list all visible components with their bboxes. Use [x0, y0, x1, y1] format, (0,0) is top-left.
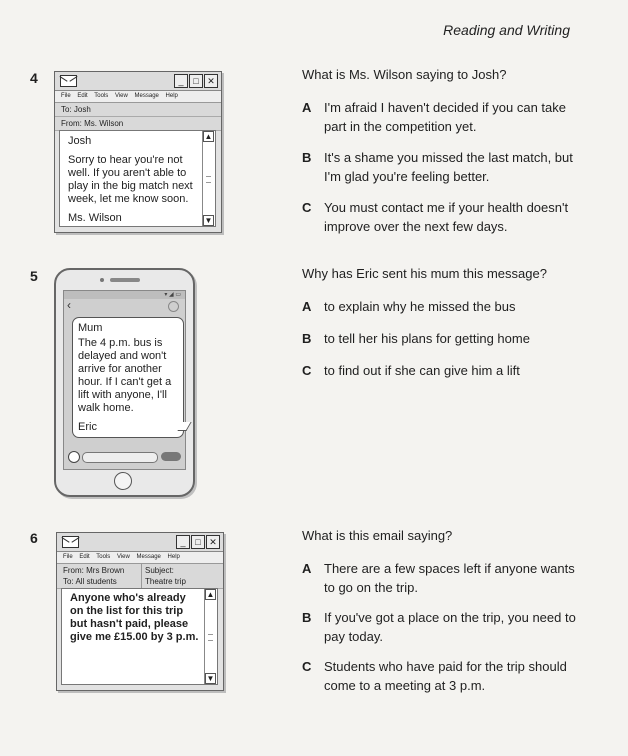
message-signoff: Eric	[78, 421, 97, 433]
email-from-field: From: Ms. Wilson	[55, 117, 221, 131]
scroll-down-icon[interactable]: ▼	[204, 216, 213, 225]
option-6b[interactable]	[302, 608, 577, 646]
back-arrow-icon[interactable]: ‹	[67, 298, 71, 312]
menu-help[interactable]: Help	[165, 93, 178, 99]
menu-message[interactable]: Message	[134, 93, 159, 99]
email-titlebar	[55, 72, 221, 91]
camera-icon	[100, 278, 104, 282]
option-text: If you've got a place on the trip, you need to pay today.	[324, 610, 576, 644]
option-text: to explain why he missed the bus	[324, 299, 516, 314]
send-button[interactable]	[161, 452, 181, 461]
option-text: You must contact me if your health doesn't improve over the next few days.	[324, 200, 569, 234]
home-button-icon[interactable]	[114, 472, 132, 490]
menu-help[interactable]: Help	[167, 554, 180, 560]
scroll-up-icon[interactable]: ▲	[206, 590, 215, 599]
option-text: Students who have paid for the trip should come to a meeting at 3 p.m.	[324, 659, 567, 693]
menu-edit[interactable]: Edit	[79, 554, 90, 560]
option-4c[interactable]	[302, 198, 577, 236]
option-5c[interactable]	[302, 361, 577, 380]
email-scrollbar[interactable]	[202, 131, 215, 226]
scroll-down-icon[interactable]: ▼	[206, 674, 215, 683]
email-body	[59, 130, 216, 227]
message-input[interactable]	[82, 452, 158, 463]
envelope-icon	[62, 536, 79, 548]
option-letter: B	[302, 150, 312, 165]
email-to-field: To: All students	[63, 577, 117, 586]
message-input-bar	[68, 451, 181, 463]
scroll-grip-icon[interactable]	[206, 176, 211, 183]
option-letter: A	[302, 561, 312, 576]
maximize-icon[interactable]: □	[189, 74, 203, 88]
email-titlebar	[57, 533, 223, 552]
minimize-icon[interactable]: _	[174, 74, 188, 88]
menu-tools[interactable]: Tools	[94, 93, 109, 99]
menu-message[interactable]: Message	[136, 554, 161, 560]
options-icon[interactable]	[168, 301, 179, 312]
email-message: Anyone who's already on the list for this trip but hasn't paid, please give me £15.00 by 3 p.m.	[70, 592, 199, 643]
question-6-text: What is this email saying?	[302, 528, 453, 543]
email-window-6	[56, 532, 224, 691]
message-greeting: Mum	[78, 322, 103, 334]
email-from-field: From: Mrs Brown	[63, 566, 125, 575]
email-scrollbar[interactable]	[204, 589, 217, 684]
question-number-4: 4	[30, 70, 38, 86]
menu-file[interactable]: File	[63, 554, 73, 560]
option-letter: A	[302, 299, 312, 314]
menu-file[interactable]: File	[61, 93, 71, 99]
menu-view[interactable]: View	[114, 93, 128, 99]
scroll-grip-icon[interactable]	[208, 634, 213, 641]
option-5b[interactable]	[302, 329, 577, 348]
option-6a[interactable]	[302, 559, 577, 597]
close-icon[interactable]: ✕	[204, 74, 218, 88]
email-to-field: To: Josh	[55, 103, 221, 117]
message-bubble	[72, 317, 184, 438]
question-4-text: What is Ms. Wilson saying to Josh?	[302, 67, 507, 82]
menu-view[interactable]: View	[116, 554, 130, 560]
option-text: There are a few spaces left if anyone wants to go on the trip.	[324, 561, 575, 595]
option-letter: C	[302, 363, 312, 378]
page-header: Reading and Writing	[443, 22, 570, 38]
menu-tools[interactable]: Tools	[96, 554, 111, 560]
option-letter: A	[302, 100, 312, 115]
camera-button-icon[interactable]	[68, 451, 80, 463]
question-5-text: Why has Eric sent his mum this message?	[302, 266, 547, 281]
close-icon[interactable]: ✕	[206, 535, 220, 549]
option-text: I'm afraid I haven't decided if you can take part in the competition yet.	[324, 100, 566, 134]
maximize-icon[interactable]: □	[191, 535, 205, 549]
option-text: to tell her his plans for getting home	[324, 331, 530, 346]
envelope-icon	[60, 75, 77, 87]
scroll-up-icon[interactable]: ▲	[204, 132, 213, 141]
option-letter: C	[302, 200, 312, 215]
option-letter: C	[302, 659, 312, 674]
email-menubar	[55, 91, 221, 103]
option-4b[interactable]	[302, 148, 577, 186]
message-body: The 4 p.m. bus is delayed and won't arrive for another hour. If I can't get a lift with anyone, I'll walk home.	[78, 337, 172, 414]
menu-edit[interactable]: Edit	[77, 93, 88, 99]
email-subject-value: Theatre trip	[145, 577, 186, 586]
option-text: to find out if she can give him a lift	[324, 363, 520, 378]
question-number-6: 6	[30, 530, 38, 546]
email-signoff: Ms. Wilson	[68, 212, 122, 224]
option-6c[interactable]	[302, 657, 577, 695]
email-greeting: Josh	[68, 135, 92, 147]
email-body	[61, 588, 218, 685]
minimize-icon[interactable]: _	[176, 535, 190, 549]
question-number-5: 5	[30, 268, 38, 284]
email-header-fields	[57, 564, 223, 589]
option-text: It's a shame you missed the last match, but I'm glad you're feeling better.	[324, 150, 573, 184]
email-menubar	[57, 552, 223, 564]
speaker-icon	[110, 278, 140, 282]
email-message: Sorry to hear you're not well. If you aren't able to play in the big match next week, let me know soon.	[68, 154, 193, 205]
email-subject-label: Subject:	[145, 566, 174, 575]
option-letter: B	[302, 331, 312, 346]
option-5a[interactable]	[302, 297, 577, 316]
option-letter: B	[302, 610, 312, 625]
option-4a[interactable]	[302, 98, 577, 136]
status-bar: ▾ ◢ ▭	[64, 291, 185, 299]
phone-screen	[63, 290, 186, 470]
bubble-tail	[177, 422, 191, 431]
phone	[54, 268, 195, 497]
email-window-4	[54, 71, 222, 233]
message-navbar	[64, 299, 185, 312]
